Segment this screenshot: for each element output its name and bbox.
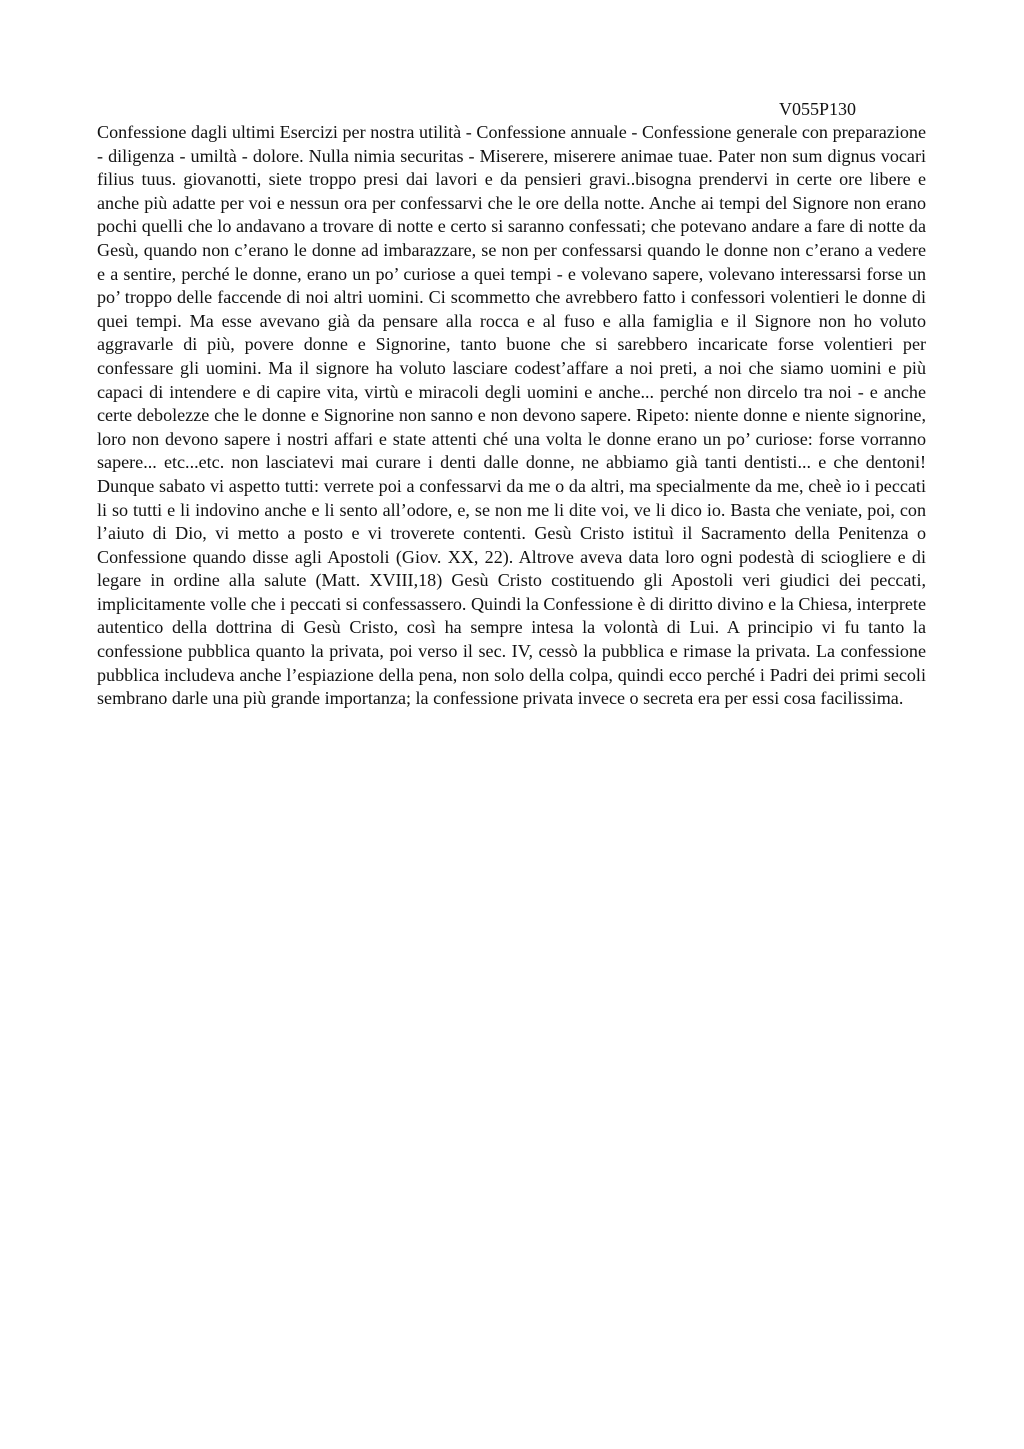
body-paragraph: Confessione dagli ultimi Esercizi per nostra utilità - Confessione annuale - Confessione generale con preparazione - diligenza - umiltà - dolore. Nulla nimia securitas - Miserere, miserere animae tuae. Pater non sum dignus vocari filius tuus. giovanotti, siete troppo presi dai lavori e da pensieri gravi..bisogna prendervi in certe ore libere e anche più adatte per voi e nessun ora per confessarvi che le ore della notte. Anche ai tempi del Signore non erano pochi quelli che lo andavano a trovare di notte e certo si saranno confessati; che potevano andare a fare di notte da Gesù, quando non c’erano le donne ad imbarazzare, se non per confessarsi quando le donne non c’erano a vedere e a sentire, perché le donne, erano un po’ curiose a quei tempi - e volevano sapere, volevano interessarsi forse un po’ troppo delle faccende di noi altri uomini. Ci scommetto che avrebbero fatto i confessori volentieri le donne di quei tempi. Ma esse avevano già da pensare alla rocca e al fuso e alla famiglia e il Signore non ho voluto aggravarle di più, povere donne e Signorine, tanto buone che si sarebbero incaricate forse volentieri per confessare gli uomini. Ma il signore ha voluto lasciare codest’affare a noi preti, a noi che siamo uomini e più capaci di intendere e di capire vita, virtù e miracoli degli uomini e anche... perché non dircelo tra noi - e anche certe debolezze che le donne e Signorine non sanno e non devono sapere. Ripeto: niente donne e niente signorine, loro non devono sapere i nostri affari e state attenti ché una volta le donne erano un po’ curiose: forse vorranno sapere... etc...etc. non lasciatevi mai curare i denti dalle donne, ne abbiamo già tanti dentisti... e che dentoni! Dunque sabato vi aspetto tutti: verrete poi a confessarvi da me o da altri, ma specialmente da me, cheè io i peccati li so tutti e li indovino anche e li sento all’odore, e, se non me li dite voi, ve li dico io. Basta che veniate, poi, con l’aiuto di Dio, vi metto a posto e vi troverete contenti. Gesù Cristo istituì il Sacramento della Penitenza o Confessione quando disse agli Apostoli (Giov. XX, 22). Altrove aveva data loro ogni podestà di sciogliere e di legare in ordine alla salute (Matt. XVIII,18) Gesù Cristo costituendo gli Apostoli veri giudici dei peccati, implicitamente volle che i peccati si confessassero. Quindi la Confessione è di diritto divino e la Chiesa, interprete autentico della dottrina di Gesù Cristo, così ha sempre intesa la volontà di Lui. A principio vi fu tanto la confessione pubblica quanto la privata, poi verso il sec. IV, cessò la pubblica e rimase la privata. La confessione pubblica includeva anche l’espiazione della pena, non solo della colpa, quindi ecco perché i Padri dei primi secoli sembrano darle una più grande importanza; la confessione privata invece o secreta era per essi cosa facilissima. xyxy=(97,122,926,709)
page-identifier: V055P130 xyxy=(778,99,856,119)
